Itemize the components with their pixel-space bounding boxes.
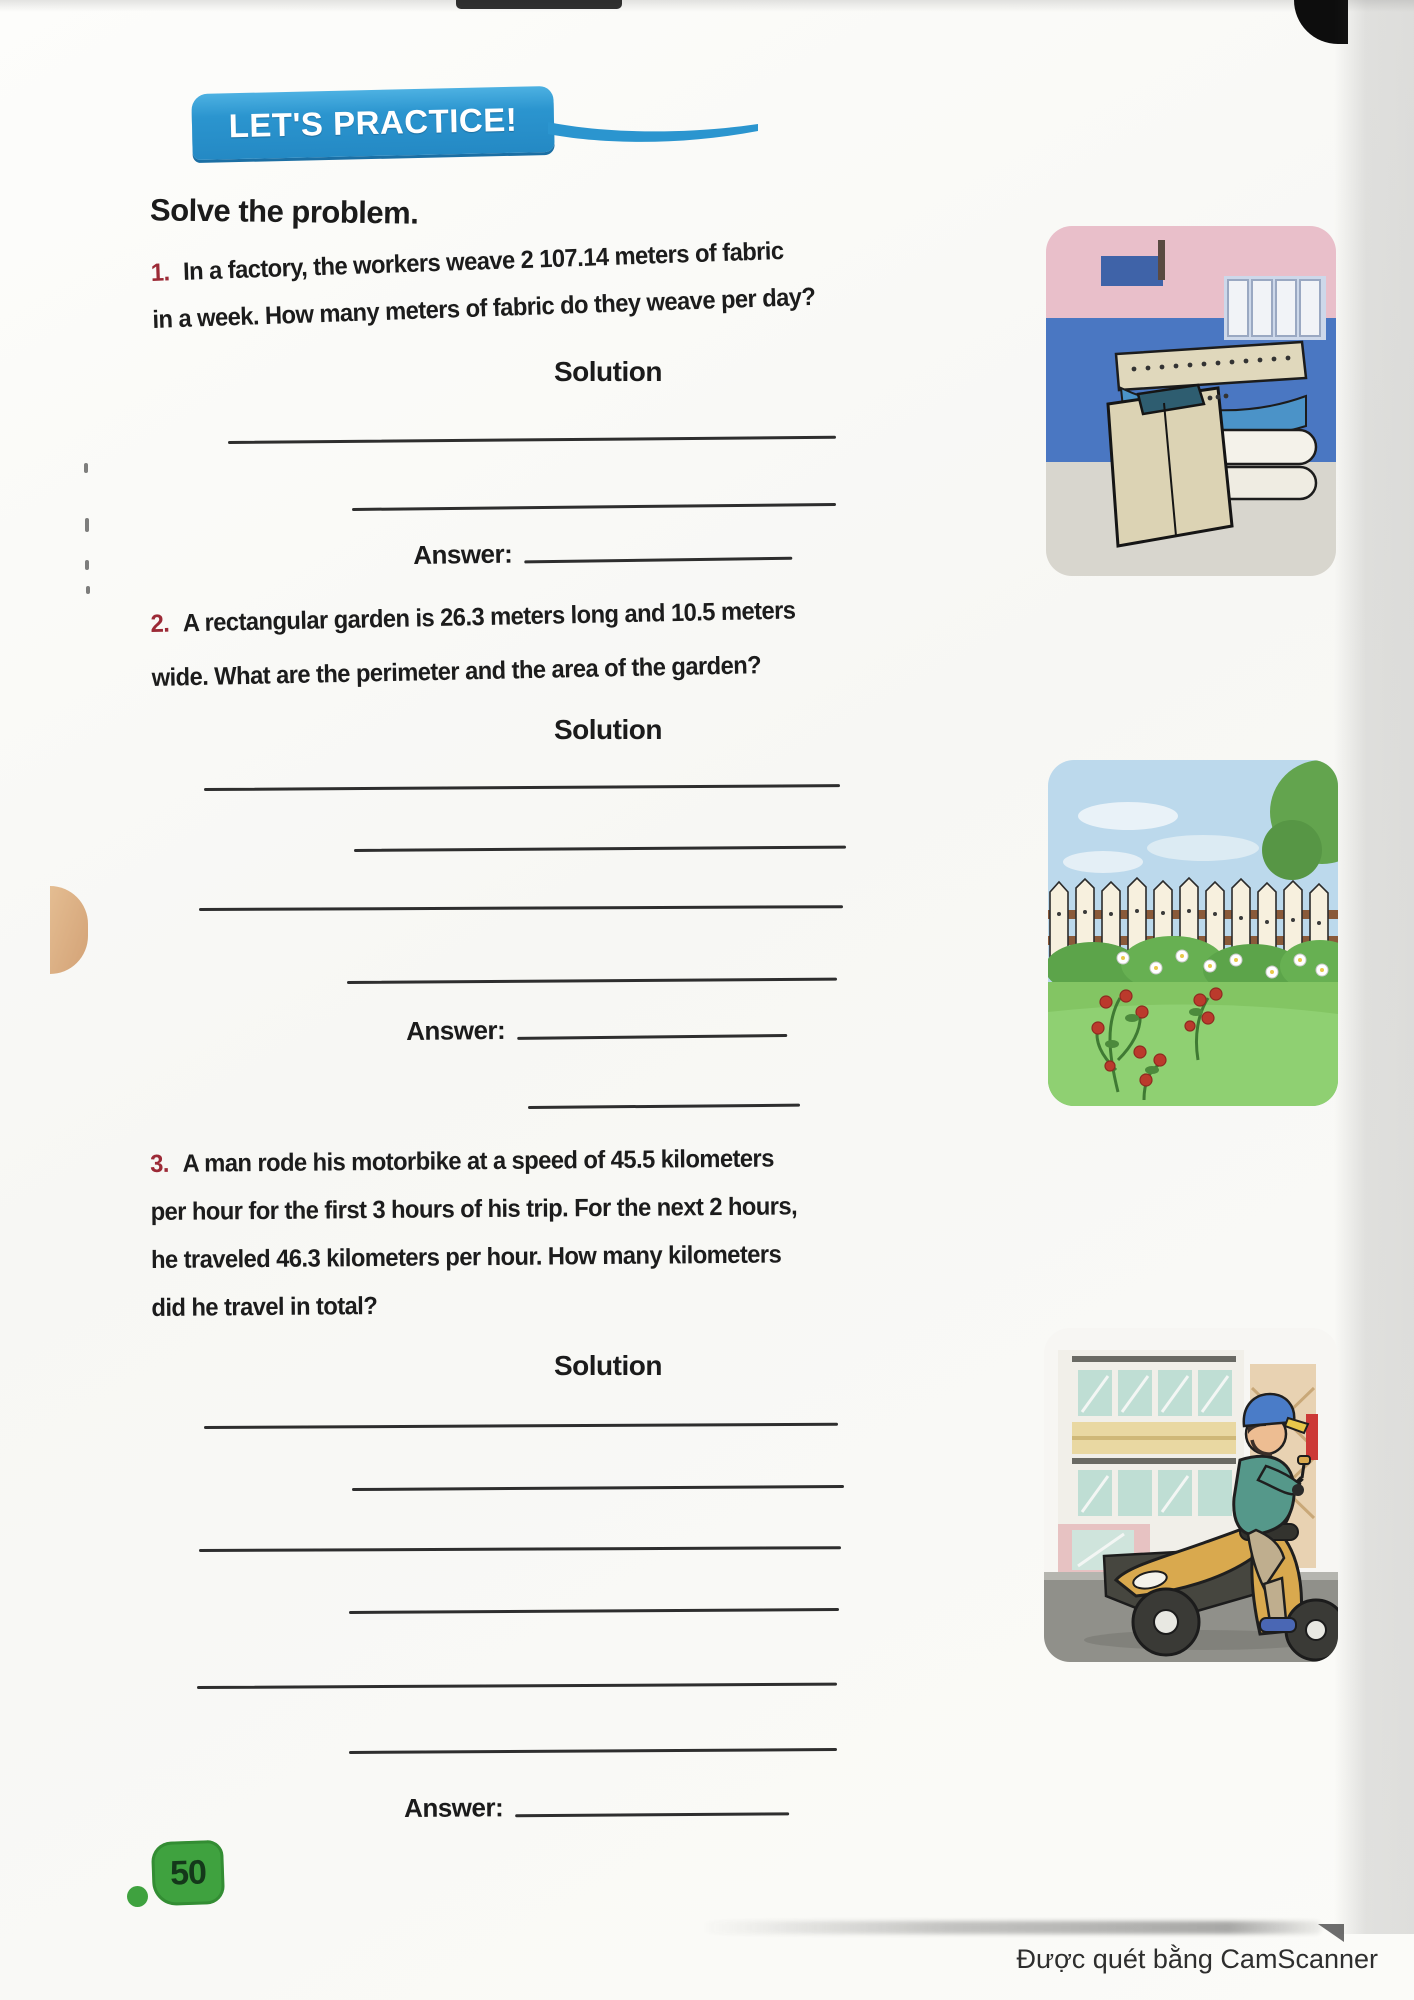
answer-blank-2-extra [528, 1104, 800, 1109]
solution-heading-3: Solution [554, 1350, 662, 1381]
page-number-badge [151, 1840, 225, 1906]
page-number-dot [127, 1886, 148, 1907]
writing-line [347, 978, 837, 984]
writing-line [349, 1608, 839, 1614]
scan-bottom-edge-shadow [700, 1921, 1322, 1934]
scan-edge-mark-top [456, 0, 622, 9]
scan-left-edge-artifact [50, 886, 88, 974]
answer-blank-1 [524, 557, 792, 564]
problem-3-text [150, 1134, 855, 1332]
banner-swoosh-decoration [548, 110, 760, 156]
answer-blank-3 [515, 1812, 789, 1817]
writing-line [199, 905, 843, 911]
problem-3-line-4: did he travel in total? [151, 1292, 378, 1322]
problem-1-line-2: in a week. How many meters of fabric do they weave per day? [151, 282, 816, 334]
answer-label-1: Answer: [413, 538, 513, 570]
scan-left-tick [85, 518, 89, 532]
scan-left-tick [85, 560, 89, 570]
writing-line [197, 1683, 837, 1689]
problem-1-number: 1. [150, 258, 170, 287]
scan-right-edge-shadow [1334, 0, 1414, 1934]
problem-2-line-2: wide. What are the perimeter and the area of the garden? [151, 651, 762, 692]
scan-left-tick [86, 586, 90, 594]
problem-3-line-2: per hour for the first 3 hours of his trip. For the next 2 hours, [150, 1192, 798, 1226]
garden-fence-illustration [1048, 760, 1338, 1106]
answer-blank-2 [517, 1034, 787, 1040]
problem-3-line-3: he traveled 46.3 kilometers per hour. How many kilometers [150, 1240, 782, 1274]
page-title: Solve the problem. [149, 192, 419, 231]
scan-left-tick [84, 463, 88, 473]
writing-line [354, 846, 846, 852]
answer-row-1 [413, 535, 792, 571]
scan-top-shadow [0, 0, 1414, 12]
writing-line [204, 784, 840, 791]
camscanner-watermark: Được quét bằng CamScanner [1016, 1944, 1378, 1974]
problem-3-number: 3. [150, 1149, 170, 1178]
problem-1-text [150, 225, 856, 343]
writing-line [352, 503, 836, 511]
answer-label-3: Answer: [404, 1792, 504, 1823]
answer-row-2 [406, 1012, 787, 1047]
lets-practice-banner [191, 86, 554, 160]
writing-line [199, 1546, 841, 1552]
problem-2-number: 2. [150, 609, 170, 638]
writing-line [228, 436, 836, 444]
banner-label: LET'S PRACTICE! [228, 100, 518, 145]
problem-2-text [150, 582, 855, 705]
problem-3-line-1: 3. A man rode his motorbike at a speed of 45.5 kilometers [150, 1134, 853, 1188]
answer-label-2: Answer: [406, 1014, 506, 1046]
motorbike-rider-illustration [1044, 1328, 1338, 1662]
problem-1-line-1: 1. In a factory, the workers weave 2 107.14 meters of fabric [150, 225, 854, 297]
problem-2-line-1: 2. A rectangular garden is 26.3 meters long and 10.5 meters [150, 582, 854, 651]
writing-line [352, 1485, 844, 1491]
writing-line [349, 1748, 837, 1754]
solution-heading-1: Solution [554, 356, 662, 387]
answer-row-3 [404, 1790, 789, 1824]
writing-line [204, 1423, 838, 1429]
solution-heading-2: Solution [554, 714, 662, 745]
weaving-machine-illustration [1046, 226, 1336, 576]
page-number: 50 [169, 1852, 207, 1893]
scan-bottom-corner-fold [1318, 1924, 1344, 1942]
